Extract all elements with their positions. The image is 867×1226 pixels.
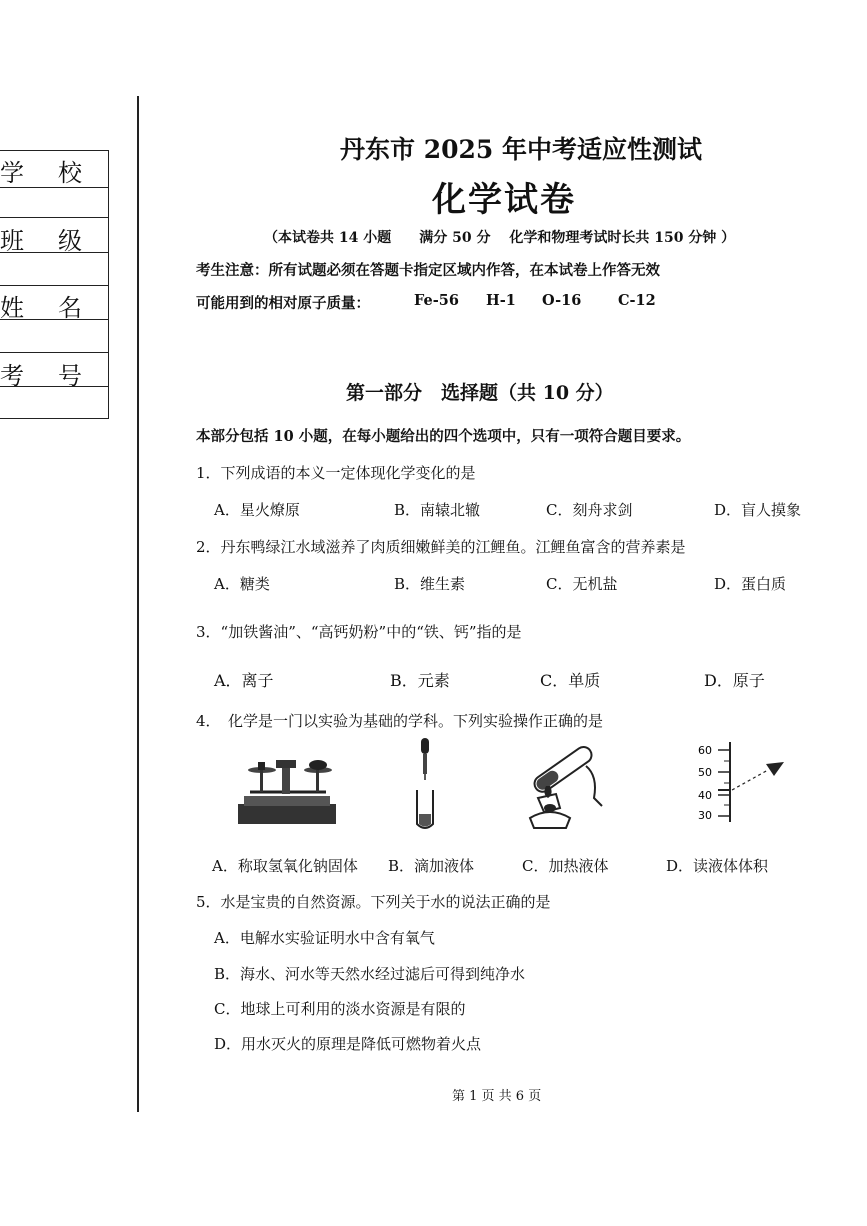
divider [0, 418, 108, 419]
question-2-option-d: D．蛋白质 [714, 575, 787, 593]
question-2-option-c: C．无机盐 [546, 575, 618, 593]
question-3-option-b: B．元素 [390, 671, 450, 690]
student-info-table [0, 150, 109, 419]
question-3-stem: 3．“加铁酱油”、“高钙奶粉”中的“铁、钙”指的是 [196, 623, 522, 641]
section-instruction: 本部分包括 10 小题，在每小题给出的四个选项中，只有一项符合题目要求。 [196, 428, 691, 445]
cylinder-tick-label: 40 [698, 789, 712, 802]
question-3-option-a: A．离子 [214, 671, 274, 690]
info-label: 名 [58, 294, 82, 322]
atomic-mass-h: H-1 [486, 292, 516, 309]
graduated-cylinder-figure [696, 740, 788, 824]
question-3-option-d: D．原子 [704, 671, 765, 690]
cylinder-tick-label: 30 [698, 809, 712, 822]
question-2-option-b: B．维生素 [394, 575, 466, 593]
question-4-option-a: A．称取氢氧化钠固体 [212, 857, 358, 875]
info-label: 姓 [0, 294, 24, 322]
question-1-option-b: B．南辕北辙 [394, 501, 481, 519]
atomic-mass-fe: Fe-56 [414, 292, 459, 309]
info-row-name [0, 286, 108, 322]
question-5-option-c: C．地球上可利用的淡水资源是有限的 [214, 1000, 466, 1018]
page-number: 第 1 页 共 6 页 [452, 1089, 542, 1104]
question-4-stem: 4． 化学是一门以实验为基础的学科。下列实验操作正确的是 [196, 712, 604, 730]
divider [0, 319, 108, 320]
info-label: 校 [58, 159, 82, 187]
exam-title: 丹东市 2025 年中考适应性测试 [340, 135, 702, 164]
divider [0, 352, 108, 353]
atomic-mass-c: C-12 [618, 292, 656, 309]
info-label: 号 [58, 362, 82, 390]
question-4-option-c: C．加热液体 [522, 857, 609, 875]
question-1-option-a: A．星火燎原 [214, 501, 300, 519]
question-2-option-a: A．糖类 [214, 575, 270, 593]
question-5-option-d: D．用水灭火的原理是降低可燃物着火点 [214, 1035, 482, 1053]
question-5-option-b: B．海水、河水等天然水经过滤后可得到纯净水 [214, 965, 526, 983]
subject-title: 化学试卷 [432, 180, 576, 220]
heating-liquid-figure [516, 736, 612, 832]
exam-meta: （本试卷共 14 小题 满分 50 分 化学和物理考试时长共 150 分钟 ） [264, 230, 736, 246]
info-label: 级 [58, 227, 82, 255]
info-row-class [0, 219, 108, 255]
divider [0, 252, 108, 253]
divider [0, 187, 108, 188]
question-5-option-a: A．电解水实验证明水中含有氧气 [214, 929, 435, 947]
divider [0, 217, 108, 218]
info-label: 考 [0, 362, 24, 390]
question-2-stem: 2．丹东鸭绿江水域滋养了肉质细嫩鲜美的江鲤鱼。江鲤鱼富含的营养素是 [196, 538, 686, 556]
question-5-stem: 5．水是宝贵的自然资源。下列关于水的说法正确的是 [196, 893, 551, 911]
atomic-mass-label: 可能用到的相对原子质量： [196, 295, 370, 312]
divider [0, 386, 108, 387]
info-row-school [0, 151, 108, 187]
question-4-option-b: B．滴加液体 [388, 857, 475, 875]
question-1-option-c: C．刻舟求剑 [546, 501, 633, 519]
question-1-option-d: D．盲人摸象 [714, 501, 802, 519]
question-4-option-d: D．读液体体积 [666, 857, 769, 875]
cylinder-tick-label: 60 [698, 744, 712, 757]
info-label: 班 [0, 227, 24, 255]
question-1-stem: 1．下列成语的本义一定体现化学变化的是 [196, 464, 476, 482]
binding-line [137, 96, 139, 1112]
info-label: 学 [0, 159, 24, 187]
atomic-mass-o: O-16 [542, 292, 582, 309]
dropper-figure [412, 738, 438, 832]
question-3-option-c: C．单质 [540, 671, 601, 690]
notice: 考生注意：所有试题必须在答题卡指定区域内作答，在本试卷上作答无效 [196, 262, 660, 279]
balance-scale-figure [236, 752, 340, 828]
section-title: 第一部分 选择题（共 10 分） [346, 382, 614, 404]
info-row-exam-number [0, 354, 108, 390]
cylinder-tick-label: 50 [698, 766, 712, 779]
